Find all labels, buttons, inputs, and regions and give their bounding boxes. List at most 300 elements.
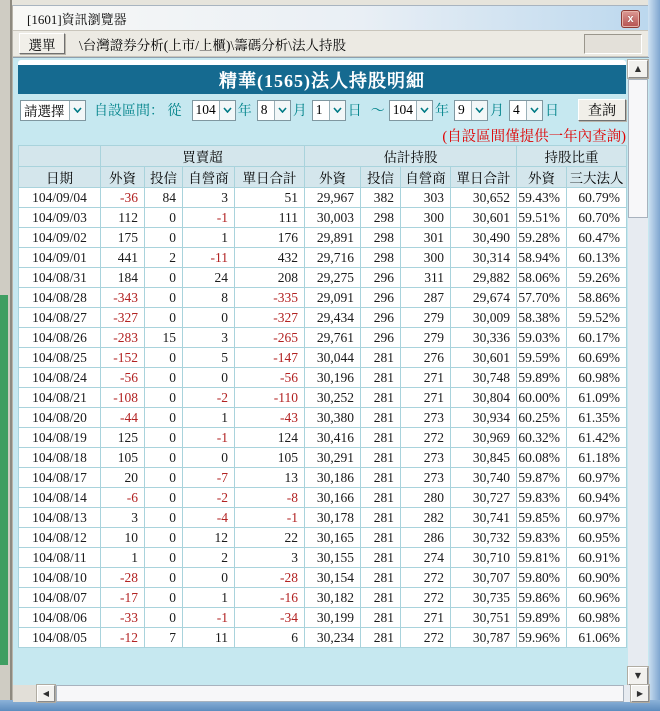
date-cell: 104/08/06 <box>19 608 101 628</box>
value-cell: 30,380 <box>305 408 361 428</box>
value-cell: 30,178 <box>305 508 361 528</box>
date-cell: 104/09/01 <box>19 248 101 268</box>
value-cell: 2 <box>145 248 183 268</box>
background-window-green-strip <box>0 295 8 665</box>
table-row <box>19 628 627 648</box>
value-cell: 274 <box>401 548 451 568</box>
value-cell: -28 <box>235 568 305 588</box>
column-header-three-institutions: 三大法人 <box>567 167 627 188</box>
column-header-daily-total: 單日合計 <box>235 167 305 188</box>
value-cell: 382 <box>361 188 401 208</box>
table-row <box>19 408 627 428</box>
value-cell: 30,154 <box>305 568 361 588</box>
value-cell: 30,732 <box>451 528 517 548</box>
value-cell: -17 <box>101 588 145 608</box>
table-row <box>19 388 627 408</box>
value-cell: 0 <box>145 508 183 528</box>
table-row <box>19 528 627 548</box>
value-cell: 281 <box>361 388 401 408</box>
from-month-value: 8 <box>260 102 268 117</box>
to-day-value: 4 <box>513 102 520 117</box>
value-cell: 303 <box>401 188 451 208</box>
period-preset-select[interactable] <box>20 100 86 121</box>
value-cell: 58.38% <box>517 308 567 328</box>
table-row <box>19 208 627 228</box>
value-cell: 311 <box>401 268 451 288</box>
value-cell: 29,761 <box>305 328 361 348</box>
value-cell: 296 <box>361 268 401 288</box>
scroll-up-icon: ▲ <box>634 64 642 73</box>
column-header-foreign: 外資 <box>517 167 567 188</box>
horizontal-scrollbar[interactable] <box>37 685 649 702</box>
value-cell: 281 <box>361 408 401 428</box>
value-cell: 58.86% <box>567 288 627 308</box>
date-cell: 104/08/27 <box>19 308 101 328</box>
to-year-select[interactable] <box>389 100 433 121</box>
value-cell: 1 <box>183 408 235 428</box>
value-cell: 281 <box>361 488 401 508</box>
value-cell: 281 <box>361 468 401 488</box>
table-row <box>19 308 627 328</box>
value-cell: 30,740 <box>451 468 517 488</box>
value-cell: 60.00% <box>517 388 567 408</box>
window-frame-right <box>648 0 660 711</box>
value-cell: 271 <box>401 368 451 388</box>
value-cell: 30,314 <box>451 248 517 268</box>
value-cell: -1 <box>183 208 235 228</box>
value-cell: 279 <box>401 328 451 348</box>
table-row <box>19 548 627 568</box>
value-cell: 0 <box>145 268 183 288</box>
table-row <box>19 268 627 288</box>
value-cell: 3 <box>183 328 235 348</box>
value-cell: 271 <box>401 608 451 628</box>
range-tilde: ～ <box>370 104 385 119</box>
table-row <box>19 508 627 528</box>
value-cell: 29,967 <box>305 188 361 208</box>
value-cell: 30,165 <box>305 528 361 548</box>
value-cell: 30,727 <box>451 488 517 508</box>
column-header-foreign: 外資 <box>101 167 145 188</box>
value-cell: 29,891 <box>305 228 361 248</box>
value-cell: 296 <box>361 308 401 328</box>
from-day-value: 1 <box>315 102 323 117</box>
group-header-spacer <box>19 146 101 167</box>
value-cell: 60.96% <box>567 588 627 608</box>
value-cell: 281 <box>361 628 401 648</box>
value-cell: 60.70% <box>567 208 627 228</box>
value-cell: 281 <box>361 448 401 468</box>
value-cell: 0 <box>183 568 235 588</box>
close-button[interactable] <box>621 10 640 28</box>
value-cell: 30,804 <box>451 388 517 408</box>
table-row <box>19 368 627 388</box>
value-cell: 273 <box>401 468 451 488</box>
value-cell: 60.90% <box>567 568 627 588</box>
chevron-down-icon[interactable] <box>329 101 345 120</box>
value-cell: 30,234 <box>305 628 361 648</box>
value-cell: 59.83% <box>517 528 567 548</box>
column-header-trust: 投信 <box>361 167 401 188</box>
value-cell: 59.87% <box>517 468 567 488</box>
value-cell: 208 <box>235 268 305 288</box>
scroll-down-button[interactable] <box>628 667 648 685</box>
value-cell: 298 <box>361 248 401 268</box>
vertical-scrollbar[interactable] <box>628 60 648 685</box>
table-row <box>19 248 627 268</box>
value-cell: 30,009 <box>451 308 517 328</box>
value-cell: 282 <box>401 508 451 528</box>
value-cell: 30,199 <box>305 608 361 628</box>
table-row <box>19 328 627 348</box>
date-cell: 104/08/20 <box>19 408 101 428</box>
value-cell: 11 <box>183 628 235 648</box>
table-row <box>19 468 627 488</box>
value-cell: 59.03% <box>517 328 567 348</box>
value-cell: 0 <box>145 388 183 408</box>
value-cell: 59.51% <box>517 208 567 228</box>
value-cell: 287 <box>401 288 451 308</box>
value-cell: 60.69% <box>567 348 627 368</box>
value-cell: 281 <box>361 588 401 608</box>
value-cell: -335 <box>235 288 305 308</box>
value-cell: 30,490 <box>451 228 517 248</box>
value-cell: 3 <box>183 188 235 208</box>
value-cell: -16 <box>235 588 305 608</box>
value-cell: 0 <box>145 468 183 488</box>
value-cell: 105 <box>235 448 305 468</box>
group-header-holding-ratio: 持股比重 <box>517 146 627 167</box>
value-cell: 0 <box>145 428 183 448</box>
range-label: 自設區間： 從 <box>94 104 182 119</box>
horizontal-scrollbar-thumb[interactable] <box>56 685 624 702</box>
value-cell: 301 <box>401 228 451 248</box>
value-cell: 281 <box>361 428 401 448</box>
value-cell: 7 <box>145 628 183 648</box>
date-cell: 104/08/28 <box>19 288 101 308</box>
value-cell: 10 <box>101 528 145 548</box>
background-window-edge <box>0 0 12 711</box>
value-cell: 30,934 <box>451 408 517 428</box>
value-cell: -327 <box>235 308 305 328</box>
value-cell: 184 <box>101 268 145 288</box>
value-cell: -343 <box>101 288 145 308</box>
date-cell: 104/08/24 <box>19 368 101 388</box>
value-cell: -28 <box>101 568 145 588</box>
value-cell: 22 <box>235 528 305 548</box>
value-cell: 0 <box>183 368 235 388</box>
value-cell: 59.83% <box>517 488 567 508</box>
value-cell: -108 <box>101 388 145 408</box>
value-cell: 30,291 <box>305 448 361 468</box>
from-year-value: 104 <box>195 102 216 117</box>
value-cell: -6 <box>101 488 145 508</box>
value-cell: 3 <box>101 508 145 528</box>
value-cell: 271 <box>401 388 451 408</box>
value-cell: 60.94% <box>567 488 627 508</box>
close-icon: x <box>627 12 634 25</box>
table-row <box>19 588 627 608</box>
value-cell: 280 <box>401 488 451 508</box>
value-cell: -2 <box>183 488 235 508</box>
title-bar[interactable] <box>13 6 648 31</box>
chevron-down-icon[interactable] <box>416 101 432 120</box>
value-cell: 105 <box>101 448 145 468</box>
from-day-select[interactable] <box>312 100 346 121</box>
column-header-date: 日期 <box>19 167 101 188</box>
value-cell: 0 <box>145 368 183 388</box>
value-cell: -44 <box>101 408 145 428</box>
value-cell: -34 <box>235 608 305 628</box>
value-cell: 30,044 <box>305 348 361 368</box>
value-cell: -1 <box>183 428 235 448</box>
value-cell: 60.13% <box>567 248 627 268</box>
value-cell: 0 <box>183 308 235 328</box>
value-cell: 30,787 <box>451 628 517 648</box>
value-cell: 58.06% <box>517 268 567 288</box>
breadcrumb: \台灣證券分析(上市/上櫃)\籌碼分析\法人持股 <box>79 37 346 53</box>
day-unit-label: 日 <box>347 104 362 119</box>
value-cell: 272 <box>401 428 451 448</box>
value-cell: 29,716 <box>305 248 361 268</box>
value-cell: -327 <box>101 308 145 328</box>
value-cell: 2 <box>183 548 235 568</box>
scroll-right-icon: ▶ <box>636 688 644 698</box>
value-cell: 281 <box>361 548 401 568</box>
value-cell: 30,751 <box>451 608 517 628</box>
value-cell: -265 <box>235 328 305 348</box>
value-cell: 60.79% <box>567 188 627 208</box>
value-cell: 124 <box>235 428 305 448</box>
chevron-down-icon[interactable] <box>471 101 487 120</box>
date-cell: 104/08/31 <box>19 268 101 288</box>
value-cell: 125 <box>101 428 145 448</box>
value-cell: 3 <box>235 548 305 568</box>
value-cell: 0 <box>145 208 183 228</box>
value-cell: 59.96% <box>517 628 567 648</box>
date-cell: 104/08/19 <box>19 428 101 448</box>
value-cell: 30,155 <box>305 548 361 568</box>
scroll-left-button[interactable] <box>37 685 55 702</box>
from-year-select[interactable] <box>192 100 236 121</box>
scroll-left-icon: ◀ <box>42 688 50 698</box>
to-day-select[interactable] <box>509 100 543 121</box>
scroll-right-button[interactable] <box>631 685 649 702</box>
page-title: 精華(1565)法人持股明細 <box>219 70 425 91</box>
value-cell: 30,710 <box>451 548 517 568</box>
table-row <box>19 188 627 208</box>
group-header-row <box>19 146 627 167</box>
range-note: (自設區間僅提供一年內查詢) <box>442 129 626 145</box>
table-row <box>19 608 627 628</box>
value-cell: 300 <box>401 248 451 268</box>
value-cell: 0 <box>145 308 183 328</box>
group-header-estimated-holdings: 估計持股 <box>305 146 517 167</box>
value-cell: -11 <box>183 248 235 268</box>
value-cell: -147 <box>235 348 305 368</box>
date-cell: 104/08/07 <box>19 588 101 608</box>
value-cell: 60.32% <box>517 428 567 448</box>
value-cell: -4 <box>183 508 235 528</box>
value-cell: 13 <box>235 468 305 488</box>
value-cell: 59.89% <box>517 368 567 388</box>
value-cell: 30,741 <box>451 508 517 528</box>
value-cell: -152 <box>101 348 145 368</box>
value-cell: 30,196 <box>305 368 361 388</box>
period-preset-value: 請選擇 <box>24 104 65 119</box>
value-cell: 30,186 <box>305 468 361 488</box>
table-row <box>19 488 627 508</box>
value-cell: -33 <box>101 608 145 628</box>
info-browser-window <box>12 5 648 700</box>
value-cell: 60.97% <box>567 468 627 488</box>
value-cell: 59.59% <box>517 348 567 368</box>
value-cell: 281 <box>361 608 401 628</box>
value-cell: 61.42% <box>567 428 627 448</box>
value-cell: 59.81% <box>517 548 567 568</box>
value-cell: 0 <box>145 288 183 308</box>
value-cell: 281 <box>361 568 401 588</box>
scrollbar-corner <box>13 685 37 702</box>
value-cell: 30,416 <box>305 428 361 448</box>
from-month-select[interactable] <box>257 100 291 121</box>
value-cell: 281 <box>361 368 401 388</box>
date-cell: 104/08/17 <box>19 468 101 488</box>
value-cell: -2 <box>183 388 235 408</box>
value-cell: 29,275 <box>305 268 361 288</box>
value-cell: -1 <box>235 508 305 528</box>
chevron-down-icon[interactable] <box>526 101 542 120</box>
value-cell: 0 <box>145 568 183 588</box>
value-cell: 30,003 <box>305 208 361 228</box>
value-cell: 58.94% <box>517 248 567 268</box>
value-cell: 0 <box>145 488 183 508</box>
value-cell: 60.95% <box>567 528 627 548</box>
value-cell: 296 <box>361 288 401 308</box>
value-cell: 5 <box>183 348 235 368</box>
value-cell: 30,707 <box>451 568 517 588</box>
date-cell: 104/08/21 <box>19 388 101 408</box>
value-cell: 24 <box>183 268 235 288</box>
value-cell: 30,748 <box>451 368 517 388</box>
value-cell: -283 <box>101 328 145 348</box>
value-cell: -43 <box>235 408 305 428</box>
date-cell: 104/09/03 <box>19 208 101 228</box>
date-cell: 104/08/05 <box>19 628 101 648</box>
value-cell: -36 <box>101 188 145 208</box>
holdings-table <box>18 145 627 648</box>
month-unit-label: 月 <box>490 104 504 119</box>
value-cell: 273 <box>401 448 451 468</box>
value-cell: 272 <box>401 588 451 608</box>
value-cell: 59.26% <box>567 268 627 288</box>
value-cell: -12 <box>101 628 145 648</box>
to-year-value: 104 <box>392 102 413 117</box>
value-cell: 30,735 <box>451 588 517 608</box>
value-cell: 12 <box>183 528 235 548</box>
value-cell: 30,336 <box>451 328 517 348</box>
date-cell: 104/08/14 <box>19 488 101 508</box>
value-cell: 0 <box>145 588 183 608</box>
value-cell: 61.09% <box>567 388 627 408</box>
month-unit-label: 月 <box>292 104 307 119</box>
value-cell: 281 <box>361 348 401 368</box>
value-cell: 29,434 <box>305 308 361 328</box>
value-cell: 281 <box>361 508 401 528</box>
scroll-down-icon: ▼ <box>634 671 642 680</box>
value-cell: 59.89% <box>517 608 567 628</box>
to-month-value: 9 <box>458 102 465 117</box>
value-cell: 8 <box>183 288 235 308</box>
window-title: [1601]資訊瀏覽器 <box>27 11 127 27</box>
chevron-down-icon[interactable] <box>69 101 85 120</box>
menubar-panel <box>584 34 642 54</box>
date-cell: 104/08/26 <box>19 328 101 348</box>
value-cell: -110 <box>235 388 305 408</box>
chevron-down-icon[interactable] <box>219 101 235 120</box>
value-cell: 51 <box>235 188 305 208</box>
value-cell: 59.28% <box>517 228 567 248</box>
value-cell: 0 <box>145 448 183 468</box>
value-cell: 176 <box>235 228 305 248</box>
value-cell: 30,252 <box>305 388 361 408</box>
value-cell: 29,091 <box>305 288 361 308</box>
value-cell: 84 <box>145 188 183 208</box>
value-cell: 0 <box>145 548 183 568</box>
column-header-dealer: 自營商 <box>183 167 235 188</box>
date-cell: 104/08/12 <box>19 528 101 548</box>
date-cell: 104/08/13 <box>19 508 101 528</box>
table-row <box>19 428 627 448</box>
date-cell: 104/08/11 <box>19 548 101 568</box>
chevron-down-icon[interactable] <box>274 101 290 120</box>
value-cell: -1 <box>183 608 235 628</box>
query-button[interactable]: 查詢 <box>578 99 626 121</box>
value-cell: 61.35% <box>567 408 627 428</box>
value-cell: 0 <box>145 608 183 628</box>
value-cell: 298 <box>361 228 401 248</box>
value-cell: 29,882 <box>451 268 517 288</box>
value-cell: 61.18% <box>567 448 627 468</box>
value-cell: 1 <box>101 548 145 568</box>
value-cell: 273 <box>401 408 451 428</box>
to-month-select[interactable] <box>454 100 488 121</box>
value-cell: 276 <box>401 348 451 368</box>
value-cell: 0 <box>183 448 235 468</box>
value-cell: 281 <box>361 528 401 548</box>
menu-button[interactable]: 選單 <box>19 33 65 54</box>
content-area <box>13 57 649 701</box>
value-cell: 59.80% <box>517 568 567 588</box>
menu-bar <box>13 31 648 57</box>
date-cell: 104/08/18 <box>19 448 101 468</box>
value-cell: 60.98% <box>567 368 627 388</box>
value-cell: 60.98% <box>567 608 627 628</box>
day-unit-label: 日 <box>545 104 559 119</box>
value-cell: 296 <box>361 328 401 348</box>
table-row <box>19 288 627 308</box>
value-cell: 272 <box>401 628 451 648</box>
value-cell: 29,674 <box>451 288 517 308</box>
value-cell: 30,652 <box>451 188 517 208</box>
value-cell: 59.85% <box>517 508 567 528</box>
vertical-scrollbar-thumb[interactable] <box>628 79 648 218</box>
value-cell: 30,845 <box>451 448 517 468</box>
scroll-up-button[interactable] <box>628 60 648 78</box>
value-cell: 15 <box>145 328 183 348</box>
value-cell: 61.06% <box>567 628 627 648</box>
value-cell: 60.97% <box>567 508 627 528</box>
